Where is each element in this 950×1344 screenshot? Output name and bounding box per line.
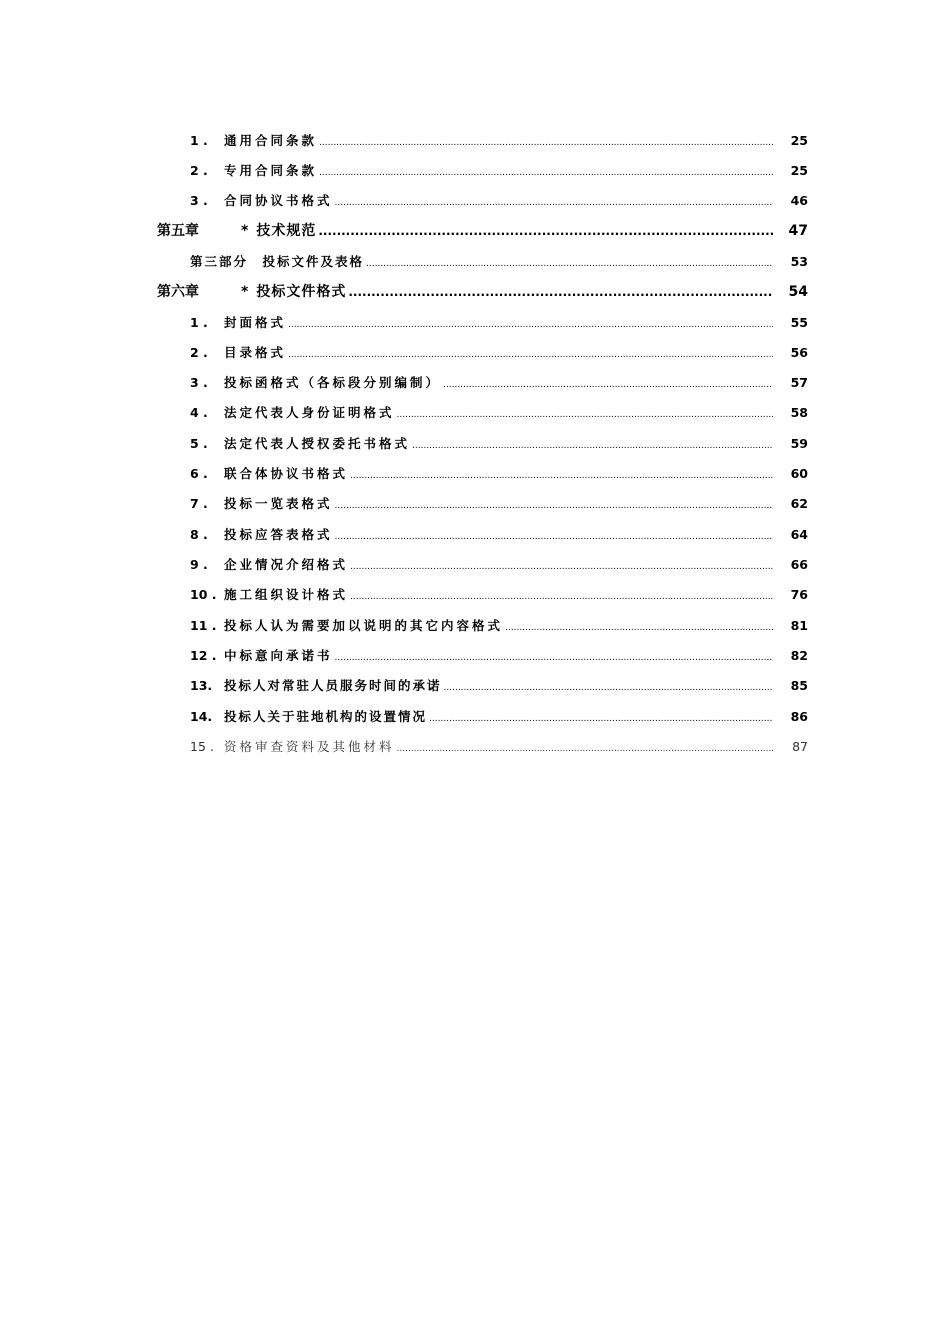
entry-number: 7 . (190, 496, 208, 511)
toc-entry[interactable] (190, 372, 808, 394)
entry-number: 11 . (190, 618, 217, 633)
chapter-number: 第五章 (157, 223, 199, 239)
dot-leader (319, 132, 773, 152)
toc-chapter-entry[interactable] (157, 220, 808, 242)
chapter-title: 投标文件格式 (256, 284, 347, 300)
dot-leader (335, 647, 773, 667)
entry-number: 14. (190, 709, 213, 724)
toc-entry[interactable] (190, 190, 808, 212)
entry-title: 投标人认为需要加以说明的其它内容格式 (224, 618, 504, 633)
entry-page: 66 (790, 557, 808, 572)
entry-number: 4 . (190, 405, 208, 420)
entry-number: 9 . (190, 557, 208, 572)
entry-page: 76 (790, 587, 808, 602)
entry-title: 封面格式 (224, 315, 287, 330)
toc-entry[interactable] (190, 160, 808, 182)
entry-number: 15 . (190, 739, 214, 754)
entry-number: 12 . (190, 648, 217, 663)
dot-leader (350, 465, 773, 485)
entry-number: 3 . (190, 375, 208, 390)
entry-title: 投标应答表格式 (224, 527, 333, 542)
entry-number: 8 . (190, 527, 208, 542)
dot-leader (397, 738, 773, 758)
entry-page: 60 (790, 466, 808, 481)
toc-entry[interactable] (190, 706, 808, 728)
entry-page: 59 (790, 436, 808, 451)
chapter-title: 技术规范 (256, 223, 317, 239)
entry-title: 法定代表人身份证明格式 (224, 405, 395, 420)
dot-leader (348, 281, 773, 303)
entry-page: 87 (792, 739, 808, 754)
toc-entry[interactable] (190, 493, 808, 515)
required-star: * (241, 223, 249, 239)
toc-entry[interactable] (190, 615, 808, 637)
entry-title: 投标人对常驻人员服务时间的承诺 (224, 678, 442, 693)
entry-page: 56 (790, 345, 808, 360)
entry-title: 合同协议书格式 (224, 193, 333, 208)
dot-leader (443, 374, 773, 394)
entry-number: 1 . (190, 133, 208, 148)
entry-page: 25 (790, 133, 808, 148)
chapter-number: 第六章 (157, 284, 199, 300)
entry-title: 专用合同条款 (224, 163, 318, 178)
dot-leader (335, 526, 773, 546)
dot-leader (444, 677, 773, 697)
dot-leader (350, 586, 773, 606)
entry-title: 资格审查资料及其他材料 (224, 739, 395, 754)
toc-part-entry[interactable] (190, 251, 808, 273)
entry-title: 投标人关于驻地机构的设置情况 (224, 709, 428, 724)
toc-entry[interactable] (190, 402, 808, 424)
entry-page: 86 (790, 709, 808, 724)
entry-page: 47 (788, 223, 808, 239)
entry-number: 5 . (190, 436, 208, 451)
dot-leader (412, 435, 773, 455)
entry-page: 64 (790, 527, 808, 542)
required-star: * (241, 284, 249, 300)
entry-number: 2 . (190, 163, 208, 178)
entry-number: 13. (190, 678, 213, 693)
entry-page: 55 (790, 315, 808, 330)
entry-page: 85 (790, 678, 808, 693)
toc-entry[interactable] (190, 342, 808, 364)
entry-page: 81 (790, 618, 808, 633)
entry-title: 投标一览表格式 (224, 496, 333, 511)
dot-leader (288, 314, 773, 334)
entry-title: 目录格式 (224, 345, 287, 360)
dot-leader (366, 253, 773, 273)
toc-entry[interactable] (190, 312, 808, 334)
entry-title: 中标意向承诺书 (224, 648, 333, 663)
entry-page: 53 (790, 254, 808, 269)
toc-entry[interactable] (190, 524, 808, 546)
toc-entry[interactable] (190, 433, 808, 455)
dot-leader (397, 404, 773, 424)
entry-title: 投标函格式（各标段分别编制） (224, 375, 442, 390)
entry-title: 联合体协议书格式 (224, 466, 349, 481)
entry-page: 82 (790, 648, 808, 663)
entry-page: 46 (790, 193, 808, 208)
dot-leader (335, 192, 773, 212)
entry-number: 3 . (190, 193, 208, 208)
toc-entry[interactable] (190, 645, 808, 667)
entry-number: 10 . (190, 587, 217, 602)
toc-entry[interactable] (190, 675, 808, 697)
entry-title: 施工组织设计格式 (224, 587, 349, 602)
entry-title: 企业情况介绍格式 (224, 557, 349, 572)
entry-page: 54 (788, 284, 808, 300)
entry-title: 法定代表人授权委托书格式 (224, 436, 411, 451)
entry-number: 1 . (190, 315, 208, 330)
part-title: 第三部分 投标文件及表格 (190, 254, 365, 269)
entry-title: 通用合同条款 (224, 133, 318, 148)
toc-chapter-entry[interactable] (157, 281, 808, 303)
dot-leader (429, 708, 773, 728)
entry-page: 57 (790, 375, 808, 390)
dot-leader (335, 495, 773, 515)
dot-leader (505, 617, 773, 637)
dot-leader (318, 220, 773, 242)
dot-leader (350, 556, 773, 576)
toc-entry[interactable] (190, 554, 808, 576)
entry-number: 2 . (190, 345, 208, 360)
dot-leader (288, 344, 773, 364)
entry-page: 58 (790, 405, 808, 420)
entry-page: 62 (790, 496, 808, 511)
toc-entry[interactable] (190, 584, 808, 606)
toc-entry[interactable] (190, 130, 808, 152)
dot-leader (319, 162, 773, 182)
toc-entry[interactable] (190, 463, 808, 485)
entry-page: 25 (790, 163, 808, 178)
toc-entry[interactable] (190, 736, 808, 758)
entry-number: 6 . (190, 466, 208, 481)
